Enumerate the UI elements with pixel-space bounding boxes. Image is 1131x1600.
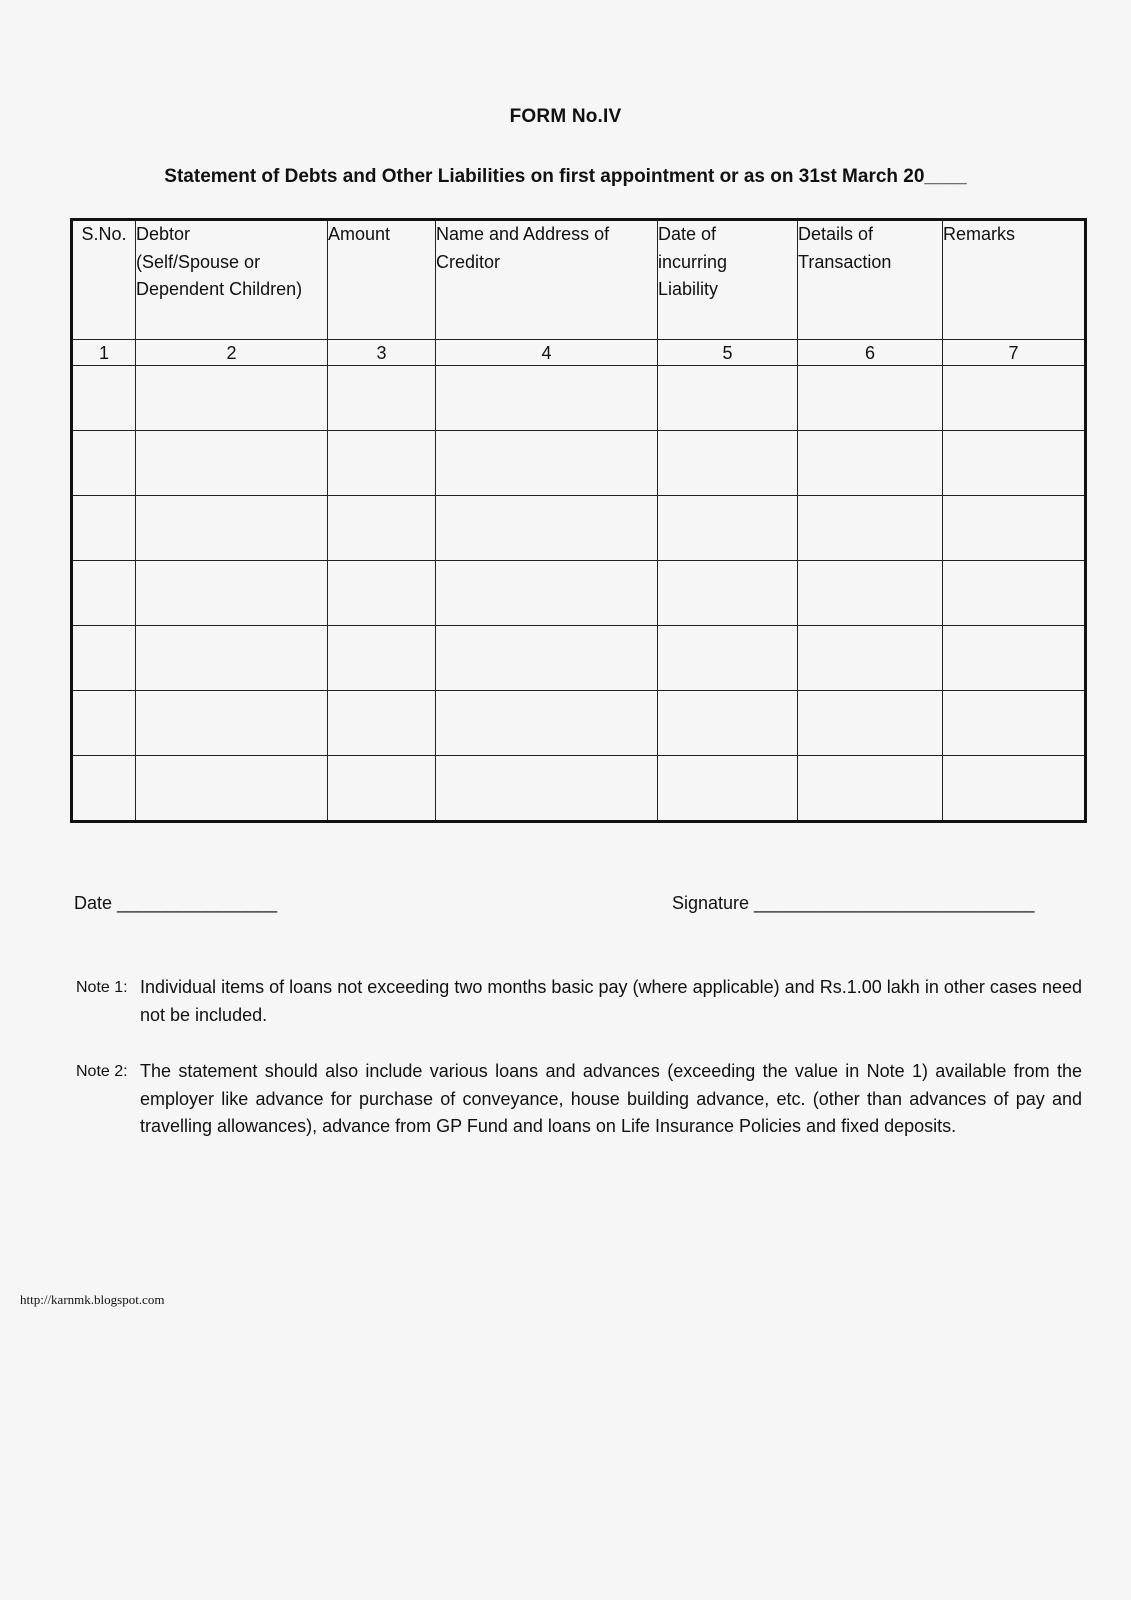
signature-field-label: Signature ____________________________ <box>672 893 1035 913</box>
table-row <box>72 626 1086 691</box>
table-cell[interactable] <box>798 431 943 496</box>
header-debtor: Debtor (Self/Spouse or Dependent Children) <box>136 220 328 340</box>
table-cell[interactable] <box>943 626 1086 691</box>
table-cell[interactable] <box>658 561 798 626</box>
table-cell[interactable] <box>943 366 1086 431</box>
date-field-label: Date ________________ <box>74 893 278 913</box>
note-2 <box>76 1058 1082 1141</box>
table-cell[interactable] <box>436 366 658 431</box>
table-cell[interactable] <box>943 561 1086 626</box>
table-cell[interactable] <box>436 431 658 496</box>
column-number: 3 <box>328 340 436 366</box>
table-cell[interactable] <box>943 431 1086 496</box>
table-cell[interactable] <box>136 366 328 431</box>
table-cell[interactable] <box>658 756 798 822</box>
table-cell[interactable] <box>798 561 943 626</box>
header-amount: Amount <box>328 220 436 340</box>
table-row <box>72 756 1086 822</box>
header-sno: S.No. <box>72 220 136 340</box>
column-number: 2 <box>136 340 328 366</box>
table-cell[interactable] <box>328 366 436 431</box>
header-creditor: Name and Address of Creditor <box>436 220 658 340</box>
table-cell[interactable] <box>328 626 436 691</box>
header-remarks: Remarks <box>943 220 1086 340</box>
table-row <box>72 431 1086 496</box>
table-cell[interactable] <box>72 561 136 626</box>
source-url: http://karnmk.blogspot.com <box>20 1292 165 1307</box>
table-cell[interactable] <box>436 626 658 691</box>
note-1 <box>76 974 1082 1029</box>
table-cell[interactable] <box>136 756 328 822</box>
table-cell[interactable] <box>658 691 798 756</box>
table-cell[interactable] <box>436 756 658 822</box>
header-row <box>72 220 1086 340</box>
table-cell[interactable] <box>328 496 436 561</box>
table-cell[interactable] <box>136 496 328 561</box>
column-number: 5 <box>658 340 798 366</box>
column-number: 4 <box>436 340 658 366</box>
table-cell[interactable] <box>328 691 436 756</box>
column-number-row <box>72 340 1086 366</box>
table-cell[interactable] <box>798 756 943 822</box>
table-cell[interactable] <box>798 366 943 431</box>
table-cell[interactable] <box>72 691 136 756</box>
table-cell[interactable] <box>72 431 136 496</box>
table-cell[interactable] <box>436 691 658 756</box>
table-cell[interactable] <box>798 496 943 561</box>
table-cell[interactable] <box>436 561 658 626</box>
note-2-label: Note 2: <box>76 1063 128 1080</box>
table-cell[interactable] <box>136 431 328 496</box>
table-row <box>72 561 1086 626</box>
note-1-text: Individual items of loans not exceeding two months basic pay (where applicable) and Rs.1.00 lakh in other cases need not be included. <box>140 977 1082 1025</box>
table-row <box>72 496 1086 561</box>
table-cell[interactable] <box>72 366 136 431</box>
note-1-label: Note 1: <box>76 979 128 996</box>
table-cell[interactable] <box>328 756 436 822</box>
table-cell[interactable] <box>658 431 798 496</box>
table-cell[interactable] <box>943 496 1086 561</box>
table-cell[interactable] <box>328 561 436 626</box>
table-row <box>72 366 1086 431</box>
table-cell[interactable] <box>72 626 136 691</box>
header-transaction-details: Details of Transaction <box>798 220 943 340</box>
header-date-incurring: Date of incurring Liability <box>658 220 798 340</box>
table-cell[interactable] <box>658 366 798 431</box>
note-2-text: The statement should also include various loans and advances (exceeding the value in Note 1) available from the employer like advance for purchase of conveyance, house building advance, etc. (other than advances of pay and travelling allowances), advance from GP Fund and loans on Life Insurance Policies and fixed deposits. <box>140 1061 1082 1136</box>
table-cell[interactable] <box>436 496 658 561</box>
table-cell[interactable] <box>72 496 136 561</box>
liabilities-table-wrapper <box>70 218 1084 823</box>
table-cell[interactable] <box>136 626 328 691</box>
form-subtitle: Statement of Debts and Other Liabilities on first appointment or as on 31st March 20____ <box>164 166 967 187</box>
table-cell[interactable] <box>798 626 943 691</box>
table-cell[interactable] <box>136 691 328 756</box>
table-cell[interactable] <box>658 626 798 691</box>
liabilities-table <box>70 218 1087 823</box>
table-cell[interactable] <box>136 561 328 626</box>
table-cell[interactable] <box>658 496 798 561</box>
column-number: 1 <box>72 340 136 366</box>
table-cell[interactable] <box>943 691 1086 756</box>
column-number: 7 <box>943 340 1086 366</box>
table-cell[interactable] <box>798 691 943 756</box>
column-number: 6 <box>798 340 943 366</box>
form-title: FORM No.IV <box>509 106 622 127</box>
table-cell[interactable] <box>72 756 136 822</box>
table-cell[interactable] <box>328 431 436 496</box>
table-row <box>72 691 1086 756</box>
table-cell[interactable] <box>943 756 1086 822</box>
